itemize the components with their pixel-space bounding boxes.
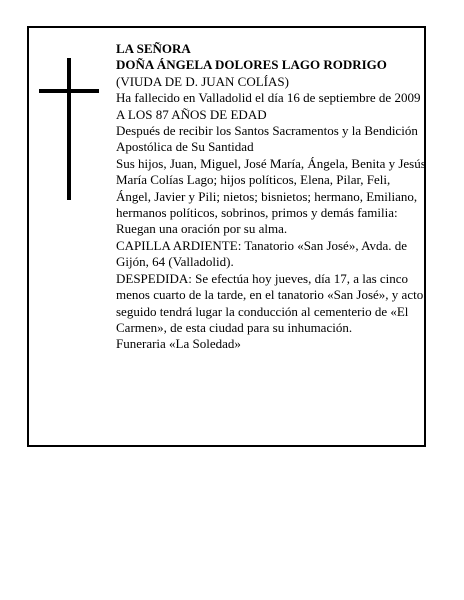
notice-text xyxy=(116,41,428,353)
death-date-line: Ha fallecido en Valladolid el día 16 de septiembre de 2009 xyxy=(116,90,421,106)
family-paragraph: Sus hijos, Juan, Miguel, José María, Ángela, Benita y Jesús María Colías Lago; hijos políticos, Elena, Pilar, Feli, Ángel, Javier y Pili; nietos; bisnietos; hermano, Emiliano, hermanos políticos, sobrinos, primos y demás familia: xyxy=(116,155,426,221)
funeral-home: Funeraria «La Soledad» xyxy=(116,336,241,352)
cross-horizontal-bar xyxy=(39,89,99,93)
sacraments-line: Después de recibir los Santos Sacramentos y la Bendición Apostólica de Su Santidad xyxy=(116,123,418,155)
cross-vertical-bar xyxy=(67,58,71,200)
prayer-request: Ruegan una oración por su alma. xyxy=(116,221,288,237)
farewell-info: DESPEDIDA: Se efectúa hoy jueves, día 17, a las cinco menos cuarto de la tarde, en el tanatorio «San José», y acto seguido tendrá lugar la conducción al cementerio de «El Carmen», de esta ciudad para su inhumación. xyxy=(116,270,424,335)
deceased-name: DOÑA ÁNGELA DOLORES LAGO RODRIGO xyxy=(116,57,387,73)
age-line: A LOS 87 AÑOS DE EDAD xyxy=(116,106,267,122)
cross-icon xyxy=(39,58,99,200)
honorific-line: LA SEÑORA xyxy=(116,41,191,56)
obituary-notice xyxy=(27,26,426,447)
chapel-info: CAPILLA ARDIENTE: Tanatorio «San José», Avda. de Gijón, 64 (Valladolid). xyxy=(116,237,408,270)
widow-line: (VIUDA DE D. JUAN COLÍAS) xyxy=(116,73,289,89)
